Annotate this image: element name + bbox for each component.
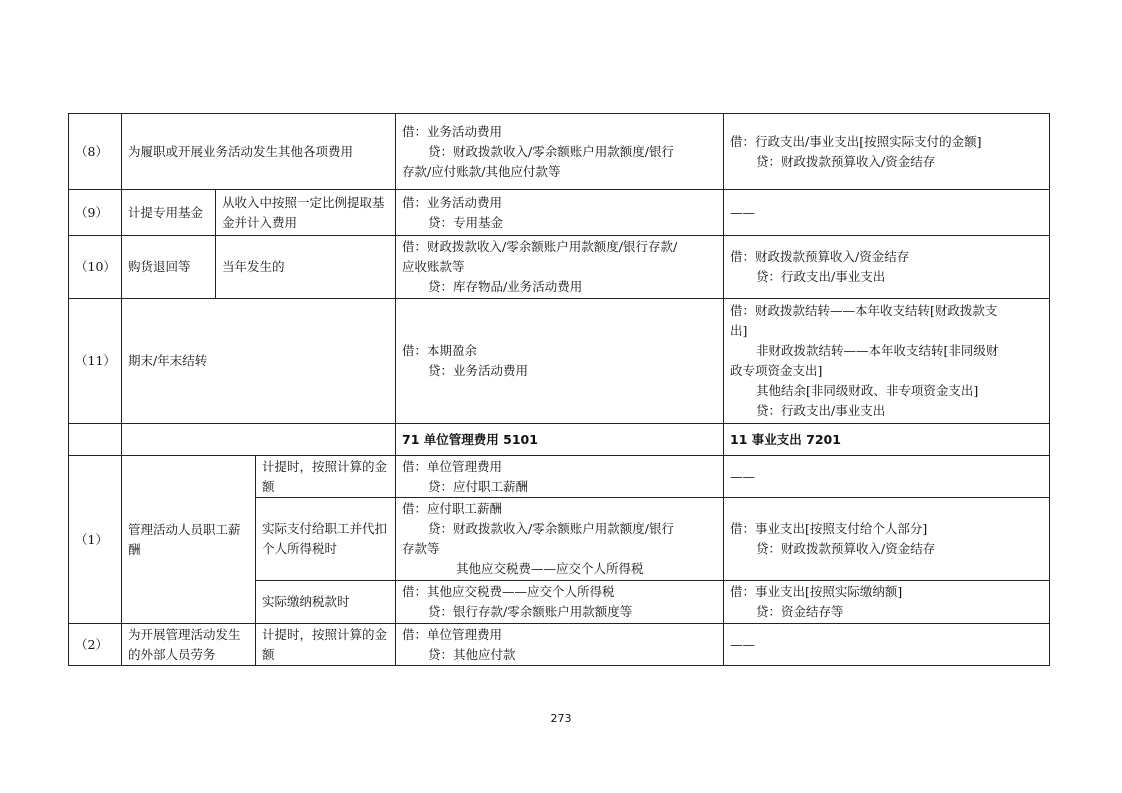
budget-accounting-entry (724, 114, 1050, 190)
empty-cell (69, 424, 122, 456)
entry-line: 贷：专用基金 (428, 214, 504, 230)
business-sub-description: 当年发生的 (216, 236, 396, 299)
entry-line: 借：业务活动费用 (402, 194, 503, 210)
entry-line: 借：财政拨款收入/零余额账户用款额度/银行存款/ (402, 239, 678, 254)
entry-line: 借：财政拨款结转——本年收支结转[财政拨款支 (730, 303, 998, 318)
budget-accounting-entry (724, 299, 1050, 424)
entry-line: 贷：行政支出/事业支出 (756, 403, 886, 418)
budget-accounting-entry (724, 236, 1050, 299)
entry-line: 出] (730, 323, 748, 338)
entry-line: 政专项资金支出] (730, 363, 823, 378)
entry-line: 贷：库存物品/业务活动费用 (428, 279, 583, 294)
budget-accounting-entry: —— (724, 456, 1050, 498)
entry-line: 贷：行政支出/事业支出 (756, 269, 886, 284)
budget-accounting-entry (724, 581, 1050, 624)
entry-line: 贷：财政拨款预算收入/资金结存 (756, 153, 936, 169)
section-header-row (69, 424, 1050, 456)
financial-account-title: 71 单位管理费用 5101 (396, 424, 724, 456)
entry-line: 贷：银行存款/零余额账户用款额度等 (428, 604, 633, 619)
entry-line: 其他应交税费——应交个人所得税 (456, 561, 644, 576)
business-sub-description: 从收入中按照一定比例提取基金并计入费用 (216, 190, 396, 236)
entry-line: 借：事业支出[按照支付给个人部分] (730, 521, 928, 536)
entry-line: 贷：其他应付款 (428, 646, 516, 662)
business-sub-description: 实际缴纳税款时 (256, 581, 396, 624)
accounting-entries-table (68, 113, 1050, 666)
entry-line: 借：行政支出/事业支出[按照实际支付的金额] (730, 133, 982, 149)
entry-line: 存款等 (402, 541, 440, 556)
table-row (69, 236, 1050, 299)
entry-line: 贷：财政拨款收入/零余额账户用款额度/银行 (428, 143, 674, 159)
business-sub-description: 计提时，按照计算的金额 (256, 456, 396, 498)
entry-line: 贷：资金结存等 (756, 604, 844, 619)
entry-line: 贷：财政拨款收入/零余额账户用款额度/银行 (428, 521, 674, 536)
entry-line: 其他结余[非同级财政、非专项资金支出] (756, 383, 979, 398)
entry-line: 贷：应付职工薪酬 (428, 478, 529, 494)
entry-line: 贷：业务活动费用 (428, 363, 529, 378)
entry-line: 借：本期盈余 (402, 343, 478, 358)
entry-line: 借：业务活动费用 (402, 123, 503, 139)
table-row (69, 114, 1050, 190)
business-description: 为履职或开展业务活动发生其他各项费用 (122, 114, 396, 190)
business-description: 为开展管理活动发生的外部人员劳务 (122, 624, 256, 666)
budget-account-title: 11 事业支出 7201 (724, 424, 1050, 456)
table-row (69, 456, 1050, 498)
entry-line: 存款/应付账款/其他应付款等 (402, 163, 561, 179)
business-description: 购货退回等 (122, 236, 216, 299)
entry-line: 贷：财政拨款预算收入/资金结存 (756, 541, 936, 556)
row-number: （11） (69, 299, 122, 424)
financial-accounting-entry (396, 236, 724, 299)
business-sub-description: 实际支付给职工并代扣个人所得税时 (256, 498, 396, 581)
budget-accounting-entry: —— (724, 190, 1050, 236)
budget-accounting-entry: —— (724, 624, 1050, 666)
business-description: 计提专用基金 (122, 190, 216, 236)
financial-accounting-entry (396, 624, 724, 666)
financial-accounting-entry (396, 581, 724, 624)
row-number: （8） (69, 114, 122, 190)
entry-line: 非财政拨款结转——本年收支结转[非同级财 (756, 343, 999, 358)
row-number: （1） (69, 456, 122, 624)
entry-line: 借：单位管理费用 (402, 458, 503, 474)
entry-line: 借：单位管理费用 (402, 626, 503, 642)
business-description: 期末/年末结转 (122, 299, 396, 424)
empty-cell (122, 424, 396, 456)
table-row (69, 624, 1050, 666)
entry-line: 应收账款等 (402, 259, 465, 274)
page-number: 273 (550, 712, 572, 725)
financial-accounting-entry (396, 114, 724, 190)
entry-line: 借：应付职工薪酬 (402, 501, 503, 516)
row-number: （9） (69, 190, 122, 236)
table-row (69, 190, 1050, 236)
row-number: （2） (69, 624, 122, 666)
entry-line: 借：事业支出[按照实际缴纳额] (730, 584, 903, 599)
financial-accounting-entry (396, 456, 724, 498)
business-description: 管理活动人员职工薪酬 (122, 456, 256, 624)
entry-line: 借：财政拨款预算收入/资金结存 (730, 249, 910, 264)
entry-line: 借：其他应交税费——应交个人所得税 (402, 584, 615, 599)
budget-accounting-entry (724, 498, 1050, 581)
table-row (69, 299, 1050, 424)
financial-accounting-entry (396, 190, 724, 236)
financial-accounting-entry (396, 299, 724, 424)
business-sub-description: 计提时，按照计算的金额 (256, 624, 396, 666)
row-number: （10） (69, 236, 122, 299)
financial-accounting-entry (396, 498, 724, 581)
